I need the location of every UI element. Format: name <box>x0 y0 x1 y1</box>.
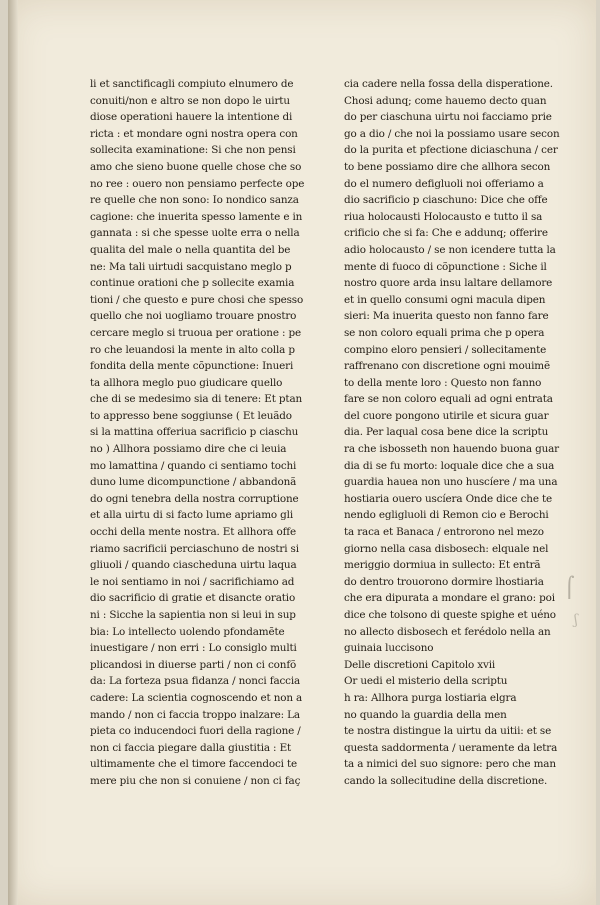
text-line: guinaia luccisono <box>344 642 434 655</box>
text-line: h ra: Allhora purga lostiaria elgra <box>344 691 517 704</box>
text-line: hostiaria ouero uscíera Onde dice che te <box>344 492 553 505</box>
text-line: continue orationi che p sollecite examia <box>90 277 295 290</box>
right-text-column <box>344 76 582 790</box>
text-line: si la mattina offeriua sacrificio p ciaschu <box>90 426 299 439</box>
text-line: meriggio dormiua in sullecto: Et entrã <box>344 559 541 572</box>
text-line: inuestigare / non erri : Lo consiglo multi <box>90 642 297 655</box>
text-line: go a dio / che noi la possiamo usare secon <box>344 127 560 140</box>
text-line: occhi della mente nostra. Et allhora offe <box>90 526 296 539</box>
text-line: conuiti/non e altro se non dopo le uirtu <box>90 94 290 107</box>
text-line: sollecita examinatione: Si che non pensi <box>90 144 296 157</box>
text-line: ricta : et mondare ogni nostra opera con <box>90 127 298 140</box>
text-line: re quelle che non sono: Io nondico sanza <box>90 194 299 207</box>
margin-annotation-mark: ⌠ <box>564 575 575 599</box>
text-line: ta allhora meglo puo giudicare quello <box>90 376 283 389</box>
text-line: guardia hauea non uno huscíere / ma una <box>344 476 558 489</box>
text-line: do dentro trouorono dormire lhostiaria <box>344 575 544 588</box>
text-line: bia: Lo intellecto uolendo pfondamẽte <box>90 625 285 638</box>
text-line: te nostra distingue la uirtu da uitii: et se <box>344 725 552 738</box>
left-text-column <box>90 76 328 790</box>
text-line: li et sanctificagli compiuto elnumero de <box>90 78 294 90</box>
text-line: fare se non coloro equali ad ogni entrata <box>344 393 553 406</box>
text-line: tioni / che questo e pure chosi che spesso <box>90 293 304 306</box>
text-line: no allecto disbosech et ferédolo nella an <box>344 625 551 638</box>
text-line: cagione: che inuerita spesso lamente e in <box>90 210 303 223</box>
text-line: dia di se fu morto: loquale dice che a sua <box>344 459 555 472</box>
text-line: ra che isbosseth non hauendo buona guar <box>344 443 559 456</box>
page-binding-edge <box>8 0 18 905</box>
text-line: dio sacrificio di gratie et disancte oratio <box>90 592 296 605</box>
text-line: che era dipurata a mondare el grano: poi <box>344 592 555 605</box>
text-line: riamo sacrificii perciaschuno de nostri si <box>90 542 299 555</box>
text-line: raffrenano con discretione ogni mouimẽ <box>344 360 550 373</box>
text-line: gliuoli / quando ciascheduna uirtu laqua <box>90 559 297 572</box>
text-line: sieri: Ma inuerita questo non fanno fare <box>344 310 549 323</box>
text-line: cadere: La scientia cognoscendo et non a <box>90 691 303 704</box>
text-line: giorno nella casa disbosech: elquale nel <box>344 542 549 555</box>
text-line: Chosi adunq; come hauemo decto quan <box>344 94 547 107</box>
text-line: no ) Allhora possiamo dire che ci leuia <box>90 443 287 456</box>
text-line: questa saddormenta / ueramente da letra <box>344 741 558 754</box>
text-line: nostro quore arda insu laltare dellamore <box>344 277 553 290</box>
text-line: mente di fuoco di cõpunctione : Siche il <box>344 260 547 273</box>
text-line: do per ciaschuna uirtu noi facciamo prie <box>344 111 552 124</box>
text-line: quello che noi uogliamo trouare pnostro <box>90 310 297 323</box>
text-line: cando la sollecitudine della discretione. <box>344 774 548 787</box>
text-line: cercare meglo si truoua per oratione : pe <box>90 326 301 339</box>
text-line: riua holocausti Holocausto e tutto il sa <box>344 210 543 223</box>
text-line: diose operationi hauere la intentione di <box>90 111 293 124</box>
text-line: Delle discretioni Capitolo xvii <box>344 658 496 671</box>
text-line: cia cadere nella fossa della disperatione. <box>344 78 553 90</box>
text-line: do ogni tenebra della nostra corruptione <box>90 492 299 505</box>
text-line: dio sacrificio p ciaschuno: Dice che offe <box>344 194 548 207</box>
text-line: fondita della mente cõpunctione: Inueri <box>90 360 294 373</box>
text-line: do la purita et pfectione diciaschuna / cer <box>344 144 558 157</box>
text-line: da: La forteza psua fidanza / nonci faccia <box>90 675 301 688</box>
text-line: et alla uirtu di si facto lume apriamo gli <box>90 509 294 522</box>
text-line: gannata : si che spesse uolte erra o nella <box>90 227 300 240</box>
text-line: che di se medesimo sia di tenere: Et ptan <box>90 393 303 406</box>
text-line: duno lume dicompunctione / abbandonã <box>90 476 297 489</box>
text-line: se non coloro equali prima che p opera <box>344 326 545 339</box>
text-line: non ci faccia piegare dalla giustitia : Et <box>90 741 292 754</box>
text-line: ni : Sicche la sapientia non si leui in sup <box>90 609 296 621</box>
text-line: pieta co inducendoci fuori della ragione / <box>90 725 301 738</box>
text-line: to appresso bene soggiunse ( Et leuãdo <box>90 409 292 422</box>
text-line: ro che leuandosi la mente in alto colla p <box>90 343 295 356</box>
text-line: dice che tolsono di queste spighe et uéno <box>344 609 556 621</box>
text-line: qualita del male o nella quantita del be <box>90 243 291 256</box>
text-line: ultimamente che el timore faccendoci te <box>90 758 297 771</box>
text-line: to della mente loro : Questo non fanno <box>344 376 542 389</box>
text-line: nendo egligluoli di Remon cio e Berochi <box>344 509 549 522</box>
text-line: compino eloro pensieri / sollecitamente <box>344 343 547 356</box>
text-line: crificio che si fa: Che e addunq; offerire <box>344 227 548 240</box>
text-line: le noi sentiamo in noi / sacrifichiamo ad <box>90 575 295 588</box>
text-line: adio holocausto / se non icendere tutta la <box>344 243 556 256</box>
text-line: Or uedi el misterio della scriptu <box>344 675 508 688</box>
text-line: del cuore pongono utirile et sicura guar <box>344 409 549 422</box>
text-line: ne: Ma tali uirtudi sacquistano meglo p <box>90 260 292 273</box>
text-line: et in quello consumi ogni macula dipen <box>344 293 546 306</box>
text-line: mo lamattina / quando ci sentiamo tochi <box>90 459 297 472</box>
text-line: mando / non ci faccia troppo inalzare: La <box>90 708 300 721</box>
text-line: ta raca et Banaca / entrorono nel mezo <box>344 526 544 539</box>
text-line: do el numero defigluoli noi offeriamo a <box>344 177 544 190</box>
text-line: amo che sieno buone quelle chose che so <box>90 160 302 173</box>
margin-annotation-mark: ʃ <box>574 612 578 628</box>
text-line: dia. Per laqual cosa bene dice la scriptu <box>344 426 549 439</box>
text-line: to bene possiamo dire che allhora secon <box>344 160 551 173</box>
text-line: mere piu che non si conuiene / non ci faç <box>90 774 301 787</box>
text-line: no quando la guardia della men <box>344 708 507 721</box>
text-line: plicandosi in diuerse parti / non ci confõ <box>90 658 297 671</box>
text-line: no ree : ouero non pensiamo perfecte ope <box>90 177 305 190</box>
text-line: ta a nimici del suo signore: pero che man <box>344 758 556 771</box>
book-page <box>8 0 596 905</box>
